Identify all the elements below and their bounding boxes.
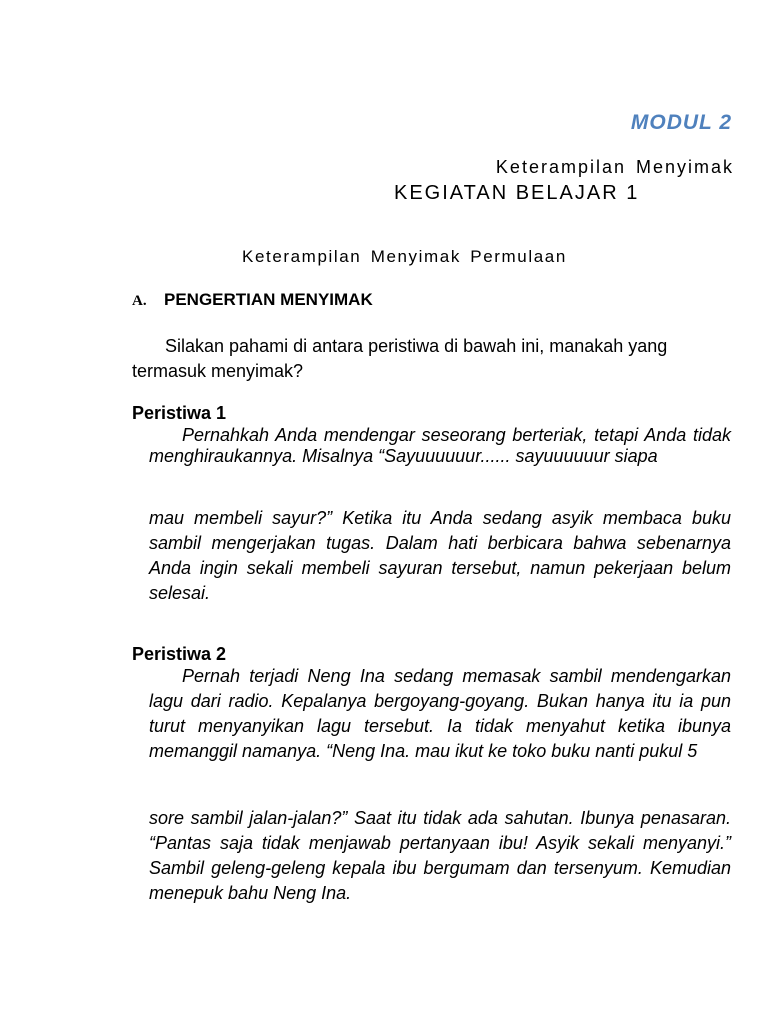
section-heading xyxy=(132,290,373,310)
section-heading-text: PENGERTIAN MENYIMAK xyxy=(164,290,373,309)
event-2-paragraph-1: Pernah terjadi Neng Ina sedang memasak sambil mendengarkan lagu dari radio. Kepalanya bergoyang-goyang. Bukan hanya itu ia pun turut menyanyikan lagu tersebut. Ia tidak menyahut ketika ibunya memanggil namanya. “Neng Ina. mau ikut ke toko buku nanti pukul 5 xyxy=(149,666,731,761)
event-2-paragraph-2: sore sambil jalan-jalan?” Saat itu tidak ada sahutan. Ibunya penasaran. “Pantas saja tidak menjawab pertanyaan ibu! Asyik sekali menyanyi.” Sambil geleng-geleng kepala ibu bergumam dan tersenyum. Kemudian menepuk bahu Neng Ina. xyxy=(149,808,731,903)
event-2-label: Peristiwa 2 xyxy=(132,644,227,664)
section-letter: A. xyxy=(132,293,147,309)
intro-text: Silakan pahami di antara peristiwa di bawah ini, manakah yang termasuk menyimak? xyxy=(132,336,668,381)
activity-title: KEGIATAN BELAJAR 1 xyxy=(394,182,640,204)
module-title: MODUL 2 xyxy=(630,111,732,134)
event-1-paragraph-1: Pernahkah Anda mendengar seseorang berteriak, tetapi Anda tidak menghiraukannya. Misalnya “Sayuuuuuur...... sayuuuuuur siapa xyxy=(149,425,731,466)
event-1-label: Peristiwa 1 xyxy=(132,403,227,423)
section-subtitle: Keterampilan Menyimak Permulaan xyxy=(242,247,567,266)
intro-paragraph xyxy=(132,334,732,384)
event-1-paragraph-2: mau membeli sayur?” Ketika itu Anda sedang asyik membaca buku sambil mengerjakan tugas. Dalam hati berbicara bahwa sebenarnya Anda ingin sekali membeli sayuran tersebut, namun pekerjaan belum selesai. xyxy=(149,508,731,603)
module-subtitle: Keterampilan Menyimak xyxy=(495,157,734,177)
